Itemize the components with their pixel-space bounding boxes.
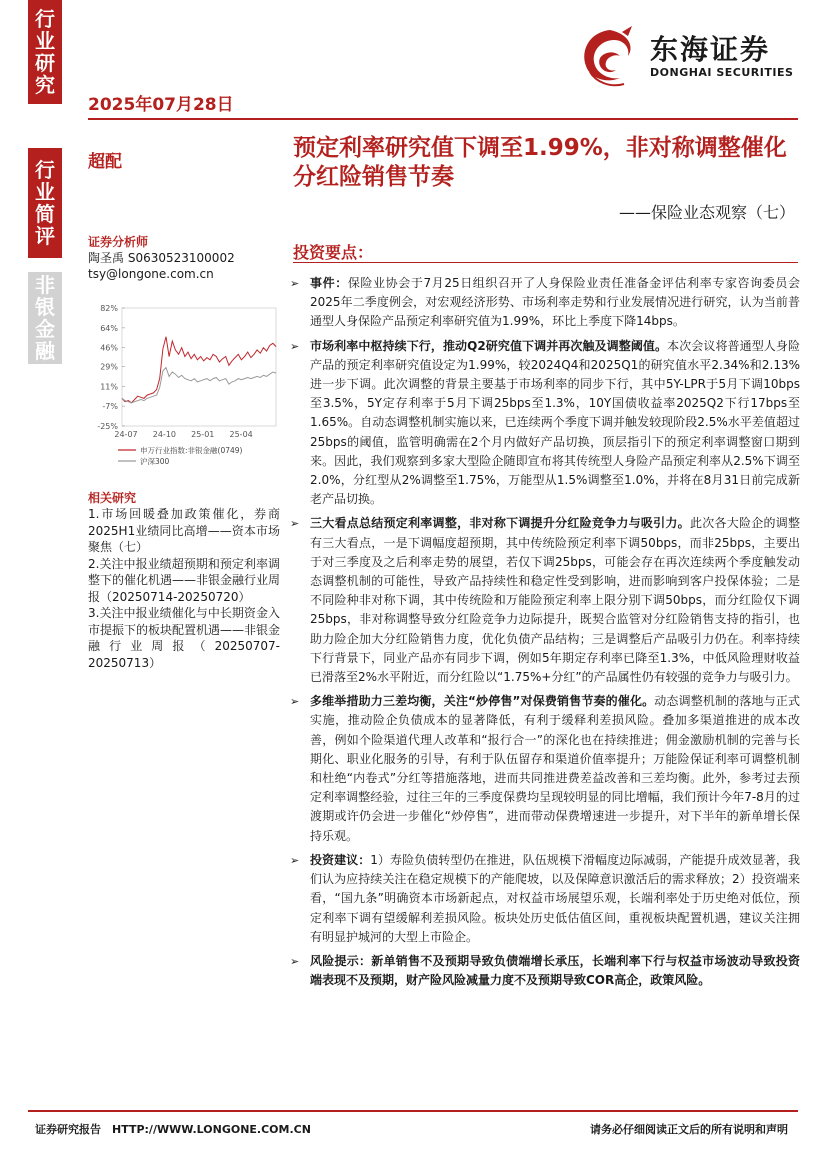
y-tick-label: -7% <box>102 402 118 412</box>
bullet-lead: 事件： <box>310 276 348 290</box>
footer-divider <box>28 1110 798 1112</box>
arrow-icon: ➢ <box>290 339 300 353</box>
bullet-rate-trend <box>290 337 800 510</box>
header-divider <box>88 118 798 120</box>
analyst-name: 陶圣禹 <box>88 251 125 265</box>
analyst-license: S0630523100002 <box>127 251 235 265</box>
y-tick-label: 46% <box>100 343 118 353</box>
x-tick-label: 25-04 <box>229 430 253 439</box>
bullet-text: 本次会议将普通型人身险产品的预定利率研究值设定为1.99%，较2024Q4和2025Q1的研究值水平2.34%和2.13%进一步下调。此次调整的背景主要基于市场利率的同步下行，其中5Y-LPR于5月下调10bps至3.5%，5Y定存利率于5月下调25bps至1.3%，10Y国债收益率2025Q2下行17bps至1.65%。自动态调整机制实施以来，已连续两个季度下调并触发较现阶段2.5%水平差值超过25bps的阈值，监管明确需在2个月内做好产品切换，顶层指引下的预定利率调整窗口期到来。因此，我们观察到多家大型险企随即宣布将其传统型人身险产品预定利率从2.5%下调至2.0%，分红型从2%调整至1.75%，万能型从1.5%调整至1.0%，并将在8月31日前完成新老产品切换。 <box>310 338 800 507</box>
logo-chinese-name: 东海证券 <box>650 33 771 66</box>
chart-frame <box>122 308 276 426</box>
bullet-text: 保险业协会于7月25日组织召开了人身保险业责任准备金评估利率专家咨询委员会2025年二季度例会，对宏观经济形势、市场利率走势和行业发展情况进行研究，认为当前普通型人身保险产品预定利率研究值为1.99%，环比上季度下降14bps。 <box>310 276 800 329</box>
sidebar-tab-industry-research <box>28 0 62 104</box>
bullet-risk-warning <box>290 952 800 990</box>
bullet-text: 动态调整机制的落地与正式实施，推动险企负债成本的显著降低，有利于缓释利差损风险。叠加多渠道推进的成本改善，例如个险渠道代理人改革和“报行合一”的深化也在持续推进；佣金激励机制的完善与长期化、职业化服务的引导，有利于队伍留存和渠道价值率提升；万能险保证利率可调整机制和杜绝“内卷式”分红等措施落地，进而共同推进费差益改善和三差均衡。此外，参考过去预定利率调整经验，过往三年的三季度保费均呈现较明显的同比增幅，我们预计今年7-8月的过渡期或许仍会进一步催化“炒停售”，进而带动保费增速进一步提升，对下半年的新单增长保持乐观。 <box>310 694 800 843</box>
y-tick-label: -25% <box>97 422 118 431</box>
x-tick-label: 24-07 <box>114 430 138 439</box>
bullet-event <box>290 274 800 332</box>
bullet-lead: 三大看点总结预定利率调整，非对称下调提升分红险竞争力与吸引力。 <box>310 516 690 531</box>
investment-highlights-heading: 投资要点： <box>293 243 374 262</box>
arrow-icon: ➢ <box>290 517 300 531</box>
related-research-item[interactable]: 1.市场回暖叠加政策催化，券商2025H1业绩同比高增——资本市场聚焦（七） <box>88 507 280 554</box>
bullet-investment-advice <box>290 851 800 947</box>
logo-english-name: DONGHAI SECURITIES <box>650 66 794 79</box>
bullet-text: 新单销售不及预期导致负债端增长承压，长端利率下行与权益市场波动导致投资端表现不及预期，财产险风险减量力度不及预期导致COR高企，政策风险。 <box>310 953 800 988</box>
sidebar-tab-industry-brief <box>28 148 62 258</box>
sidebar-tab-label: 行业研究 <box>35 7 55 97</box>
y-tick-label: 82% <box>100 304 118 313</box>
bullet-three-highlights <box>290 514 800 687</box>
related-research-list <box>88 506 280 671</box>
report-title: 预定利率研究值下调至1.99%，非对称调整催化分红险销售节奏 <box>293 135 787 190</box>
bullet-text: 1）寿险负债转型仍在推进，队伍规模下滑幅度边际减弱，产能提升成效显著，我们认为应持续关注在稳定规模下的产能爬坡，以及保障意识激活后的需求释放；2）投资端来看，“国九条”明确资本市场新起点，对权益市场展望乐观，长端利率处于历史绝对低位，预定利率下调有望缓解利差损风险。板块处历史低估值区间，重视板块配置机遇，建议关注拥有明显护城河的大型上市险企。 <box>310 852 800 944</box>
related-research-item[interactable]: 3.关注中报业绩催化与中长期资金入市提振下的板块配置机遇——非银金融行业周报（20250707-20250713） <box>88 606 281 670</box>
analyst-info <box>88 250 235 282</box>
legend-label-1: 沪深300 <box>140 457 170 466</box>
analyst-email[interactable]: tsy@longone.com.cn <box>88 267 214 281</box>
investment-bullets <box>290 274 800 995</box>
industry-rating: 超配 <box>88 152 122 172</box>
analyst-heading: 证券分析师 <box>88 235 149 249</box>
sidebar-tab-label: 非银金融 <box>35 273 55 363</box>
footer-left[interactable]: 证券研究报告 HTTP://WWW.LONGONE.COM.CN <box>35 1123 311 1136</box>
bullet-lead: 市场利率中枢持续下行，推动Q2研究值下调并再次触及调整阈值。 <box>310 338 668 353</box>
footer-disclaimer: 请务必仔细阅读正文后的所有说明和声明 <box>590 1123 788 1136</box>
legend-label-0: 申万行业指数:非银金融(0749) <box>140 446 243 455</box>
investment-divider <box>293 262 798 263</box>
y-tick-label: 64% <box>100 323 118 333</box>
arrow-icon: ➢ <box>290 853 300 867</box>
y-tick-label: 11% <box>100 382 118 392</box>
x-tick-label: 25-01 <box>191 430 215 439</box>
bullet-lead: 风险提示： <box>310 953 372 968</box>
arrow-icon: ➢ <box>290 695 300 709</box>
sidebar-tab-sector <box>28 272 62 364</box>
arrow-icon: ➢ <box>290 954 300 968</box>
bullet-lead: 投资建议： <box>310 852 371 867</box>
company-logo <box>570 22 800 92</box>
report-date: 2025年07月28日 <box>88 95 234 115</box>
related-research-item[interactable]: 2.关注中报业绩超预期和预定利率调整下的催化机遇——非银金融行业周报（20250714-20250720） <box>88 556 281 604</box>
series-line-0 <box>122 337 276 403</box>
y-tick-label: 29% <box>100 362 118 372</box>
report-subtitle: ——保险业态观察（七） <box>618 203 795 222</box>
arrow-icon: ➢ <box>290 277 300 290</box>
dragon-logo-icon <box>570 22 648 92</box>
bullet-lead: 多维举措助力三差均衡，关注“炒停售”对保费销售节奏的催化。 <box>310 694 655 709</box>
x-tick-label: 24-10 <box>152 430 177 439</box>
bullet-text: 此次各大险企的调整有三大看点，一是下调幅度超预期，其中传统险预定利率下调50bps，而非25bps，主要出于对三季度及之后利率走势的展望，若仅下调25bps，可能会存在再次连续两个季度触发动态调整机制的可能性，导致产品持续性和稳定性受到影响，进而影响到客户投保体验；二是不同险种非对称下调，其中传统险和万能险预定利率上限分别下调50bps，而分红险仅下调25bps，非对称调整导致分红险竞争力边际提升，既契合监管对分红险销售支持的指引，也助力险企加大分红险销售力度，优化负债产品结构；三是调整后产品吸引力仍在。利率持续下行背景下，同业产品亦有同步下调，例如5年期定存利率已降至1.3%，中低风险理财收益已滑落至2%水平附近，而分红险以“1.75%+分红”的产品属性仍有较强的竞争力与吸引力。 <box>310 516 800 685</box>
related-research-heading: 相关研究 <box>88 491 137 505</box>
sidebar-tab-label: 行业简评 <box>35 158 55 248</box>
bullet-measures <box>290 692 800 846</box>
performance-chart <box>88 298 280 476</box>
